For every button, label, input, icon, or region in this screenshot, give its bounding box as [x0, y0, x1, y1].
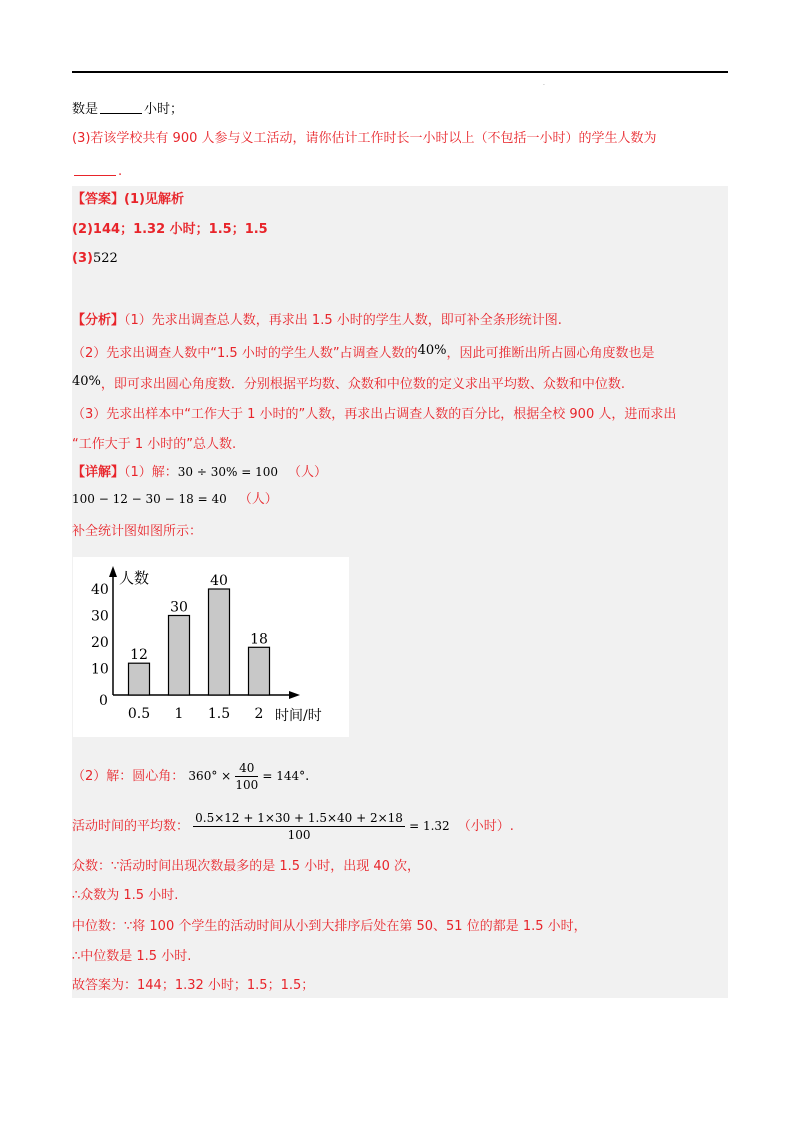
bar-data-label: 12: [130, 647, 148, 664]
detail-math-1: 30 ÷ 30% = 100: [177, 465, 279, 479]
q1-suffix: 小时；: [144, 102, 184, 117]
part2-unit-2: （小时）.: [457, 819, 514, 834]
x-tick-label: 1.5: [207, 706, 231, 722]
bar-data-label: 40: [210, 573, 228, 589]
part2-line-4: ∴众数为 1.5 小时.: [72, 888, 179, 903]
q1-prefix: 数是: [72, 102, 99, 117]
answer-blank-3: [74, 162, 116, 176]
detail-line-1: [72, 462, 327, 483]
part2-text-2: 活动时间的平均数：: [72, 819, 190, 834]
answer-3-value: 522: [92, 251, 118, 266]
frac-num-2: 0.5×12 + 1×30 + 1.5×40 + 2×18: [195, 811, 403, 825]
part2-line-7: 故答案为：144；1.32 小时；1.5；1.5；: [72, 978, 315, 993]
analysis-text-1: （1）先求出调查总人数，再求出 1.5 小时的学生人数，即可补全条形统计图.: [124, 313, 562, 328]
part2-end-1: .: [305, 769, 310, 784]
answer-line-2: (2)144；1.32 小时；1.5；1.5: [72, 222, 268, 237]
y-tick-label: 0: [99, 693, 108, 709]
part2-line-2: [72, 810, 514, 843]
analysis-text-2a: （2）先求出调查人数中“1.5 小时的学生人数”占调查人数的: [72, 346, 418, 361]
question-3-end: [72, 162, 122, 182]
question-line-1: [72, 100, 183, 120]
q3-period: .: [118, 164, 123, 179]
analysis-line-3: [72, 372, 625, 395]
detail-line-2: [72, 489, 278, 510]
bar: [129, 663, 150, 695]
analysis-text-3: ，即可求出圆心角度数．分别根据平均数、众数和中位数的定义求出平均数、众数和中位数.: [100, 377, 626, 392]
answer-line-1: [72, 190, 184, 210]
bar: [249, 647, 270, 695]
analysis-pct-1: 40%: [417, 343, 447, 358]
y-tick-label: 10: [91, 661, 109, 678]
part2-line-1: [72, 760, 309, 793]
analysis-text-2b: ，因此可推断出所占圆心角度数也是: [446, 346, 655, 361]
answer-blank: [100, 100, 142, 114]
answer-line-3: [72, 249, 118, 269]
y-tick-label: 20: [91, 635, 109, 651]
detail-text-1: （1）解：: [124, 465, 178, 480]
analysis-line-1: [72, 311, 562, 331]
bar-data-label: 18: [250, 631, 268, 648]
answer-1: (1)见解析: [124, 192, 184, 207]
x-axis-label: 时间/时: [275, 708, 322, 724]
part2-math-1a: 360° ×: [188, 769, 232, 783]
analysis-line-2: [72, 341, 654, 364]
detail-unit-1: （人）: [288, 465, 328, 480]
bar-chart-container: [73, 557, 349, 737]
part2-text-1: （2）解：圆心角：: [72, 769, 185, 784]
x-tick-label: 0.5: [127, 706, 151, 722]
part2-math-2b: = 1.32: [409, 819, 450, 833]
analysis-tag: 【分析】: [72, 313, 125, 328]
part2-line-6: ∴中位数是 1.5 小时.: [72, 949, 192, 964]
analysis-pct-2: 40%: [72, 374, 101, 389]
frac-num-1: 40: [235, 760, 258, 777]
bar-chart: [73, 557, 349, 737]
y-axis-arrow: [109, 566, 117, 577]
bar-data-label: 30: [170, 599, 188, 616]
y-tick-label: 30: [91, 608, 109, 625]
x-tick-label: 1: [174, 706, 184, 722]
bar: [169, 616, 190, 696]
fraction-40-100: [235, 760, 258, 793]
part2-math-1b: = 144°: [262, 769, 306, 783]
x-axis-arrow: [289, 691, 300, 699]
detail-tag: 【详解】: [72, 465, 125, 480]
answer-tag: 【答案】: [72, 192, 125, 207]
fraction-mean: [193, 810, 405, 843]
question-3: (3)若该学校共有 900 人参与义工活动，请你估计工作时长一小时以上（不包括一小时）的学生人数为: [72, 131, 657, 146]
detail-line-3: 补全统计图如图所示：: [72, 524, 203, 539]
page-dot: .: [543, 80, 545, 87]
y-tick-label: 40: [91, 582, 109, 598]
header-rule: [72, 71, 728, 73]
part2-line-5: 中位数：∵将 100 个学生的活动时间从小到大排序后处在第 50、51 位的都是 1.5 小时，: [72, 919, 587, 934]
detail-math-2: 100 − 12 − 30 − 18 = 40: [72, 492, 227, 506]
analysis-line-5: “工作大于 1 小时的”总人数.: [72, 437, 237, 452]
analysis-line-4: （3）先求出样本中“工作大于 1 小时的”人数，再求出占调查人数的百分比，根据全校 900 人，进而求出: [72, 407, 677, 422]
frac-den-2: 100: [287, 828, 311, 842]
bar: [209, 589, 230, 695]
part2-line-3: 众数：∵活动时间出现次数最多的是 1.5 小时，出现 40 次，: [72, 859, 421, 874]
detail-unit-2: （人）: [238, 492, 278, 507]
x-tick-label: 2: [254, 706, 264, 722]
frac-den-1: 100: [235, 778, 259, 792]
answer-3-prefix: (3): [72, 251, 93, 266]
y-axis-label: 人数: [119, 569, 150, 587]
